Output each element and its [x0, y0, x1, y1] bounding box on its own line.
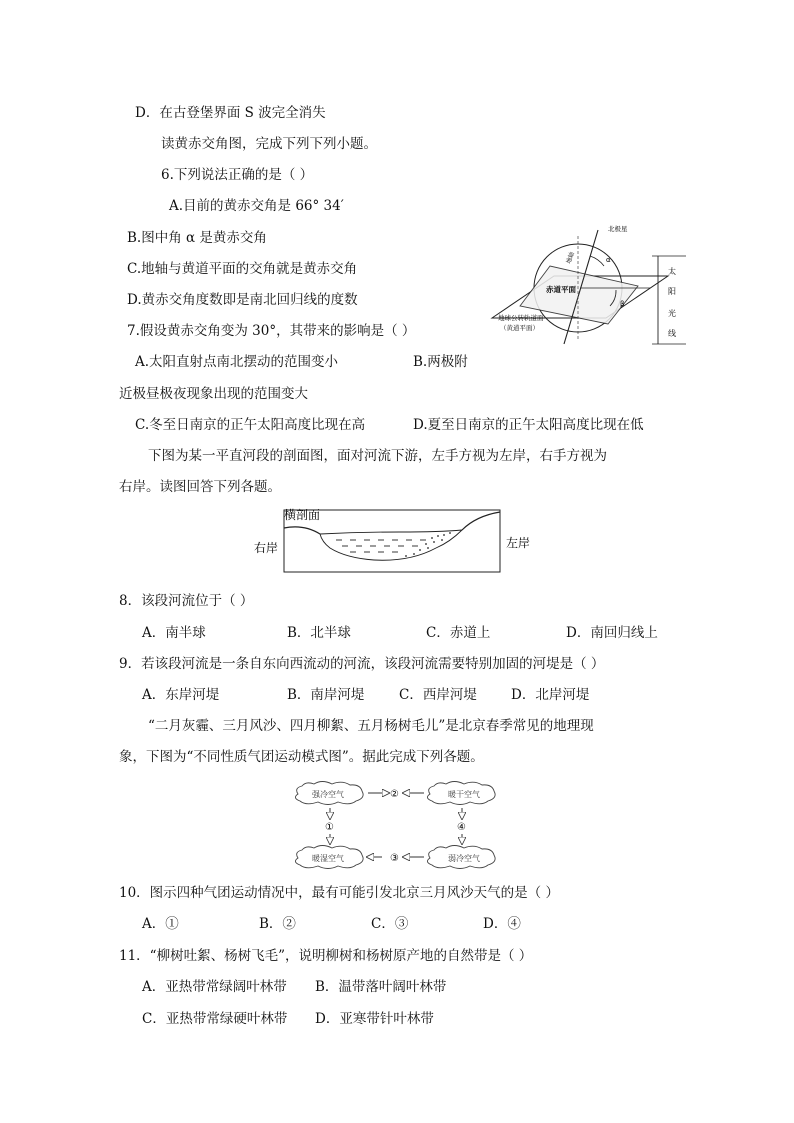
group3-intro-line2: 象，下图为“不同性质气团运动模式图”。据此完成下列各题。	[119, 749, 484, 765]
label-sun-1: 太	[668, 267, 676, 276]
q10-option-c: C．③	[371, 916, 409, 932]
q9-option-c: C．西岸河堤	[399, 687, 477, 703]
label-equator-plane: 赤道平面	[546, 285, 576, 294]
label-weak-cold-air: 弱冷空气	[448, 854, 480, 863]
label-beta: β	[620, 300, 625, 308]
group2-intro-line2: 右岸。读图回答下列各题。	[119, 479, 281, 495]
arrow-2-label: ②	[390, 789, 399, 800]
river-section-diagram	[250, 504, 540, 576]
q6-option-c: C.地轴与黄道平面的交角就是黄赤交角	[127, 261, 358, 277]
label-alpha: α	[606, 256, 611, 264]
left-bank-profile	[284, 527, 320, 534]
q8-option-c: C．赤道上	[426, 625, 491, 641]
label-ecliptic: （黄道平面）	[500, 324, 539, 332]
q9-option-b: B．南岸河堤	[287, 687, 365, 703]
q8-option-d: D．南回归线上	[566, 625, 658, 641]
q9-option-d: D．北岸河堤	[511, 687, 590, 703]
q7-option-c: C.冬至日南京的正午太阳高度比现在高	[135, 417, 366, 433]
label-sun-4: 线	[668, 329, 676, 338]
q11-option-b: B．温带落叶阔叶林带	[315, 979, 447, 995]
label-axis: 地轴	[565, 250, 576, 265]
label-left-bank: 左岸	[506, 536, 531, 550]
q9-option-a: A．东岸河堤	[142, 687, 220, 703]
label-north-star: 北极星	[608, 225, 628, 233]
q5-option-d: D．在古登堡界面 S 波完全消失	[135, 105, 326, 121]
arrow-3-label: ③	[390, 853, 399, 864]
q9-stem: 9．若该段河流是一条自东向西流动的河流，该段河流需要特别加固的河堤是（ ）	[119, 656, 605, 672]
air-mass-diagram	[290, 780, 504, 870]
label-cross-section: 横剖面	[284, 508, 321, 522]
label-sun-2: 阳	[668, 287, 676, 296]
label-orbit: 地球公转轨道面	[498, 314, 544, 322]
q11-option-a: A．亚热带常绿阔叶林带	[142, 979, 287, 995]
q10-option-a: A．①	[142, 916, 179, 932]
group2-intro-line1: 下图为某一平直河段的剖面图，面对河流下游，左手方视为左岸，右手方视为	[148, 448, 607, 464]
alpha-arc	[590, 256, 604, 266]
q8-option-a: A．南半球	[142, 625, 206, 641]
group1-intro: 读黄赤交角图，完成下列下列小题。	[161, 136, 377, 152]
q11-option-d: D．亚寒带针叶林带	[315, 1011, 434, 1027]
q11-option-c: C．亚热带常绿硬叶林带	[142, 1011, 288, 1027]
q10-option-d: D．④	[483, 916, 521, 932]
water-body	[320, 530, 462, 560]
q7-stem: 7.假设黄赤交角变为 30°，其带来的影响是（ ）	[127, 323, 416, 339]
q6-option-b: B.图中角 α 是黄赤交角	[127, 230, 267, 246]
label-sun-3: 光	[668, 309, 676, 318]
arrow-1-label: ①	[325, 822, 334, 833]
q7-option-a: A.太阳直射点南北摆动的范围变小	[135, 354, 339, 370]
label-strong-cold-air: 强冷空气	[312, 790, 344, 799]
q10-option-b: B．②	[259, 916, 296, 932]
q8-stem: 8．该段河流位于（ ）	[119, 593, 254, 609]
group3-intro-line1: “二月灰霾、三月风沙、四月柳絮、五月杨树毛儿”是北京春季常见的地理现	[148, 718, 594, 734]
q6-option-a: A.目前的黄赤交角是 66° 34′	[169, 198, 344, 214]
q8-option-b: B．北半球	[287, 625, 351, 641]
obliquity-diagram	[490, 222, 690, 350]
label-right-bank: 右岸	[254, 541, 279, 555]
q11-stem: 11．“柳树吐絮、杨树飞毛”，说明柳树和杨树原产地的自然带是（ ）	[119, 948, 533, 964]
arrow-4-label: ④	[457, 822, 466, 833]
q7-option-b: B.两极附	[413, 354, 468, 370]
q7-option-b-cont: 近极昼极夜现象出现的范围变大	[119, 386, 308, 402]
label-warm-humid-air: 暖湿空气	[312, 854, 344, 863]
q10-stem: 10．图示四种气团运动情况中，最有可能引发北京三月风沙天气的是（ ）	[119, 885, 559, 901]
label-warm-dry-air: 暖干空气	[448, 790, 480, 799]
q6-option-d: D.黄赤交角度数即是南北回归线的度数	[127, 292, 358, 308]
q7-option-d: D.夏至日南京的正午太阳高度比现在低	[413, 417, 644, 433]
right-slope-profile	[462, 512, 500, 530]
q6-stem: 6.下列说法正确的是（ ）	[161, 167, 314, 183]
